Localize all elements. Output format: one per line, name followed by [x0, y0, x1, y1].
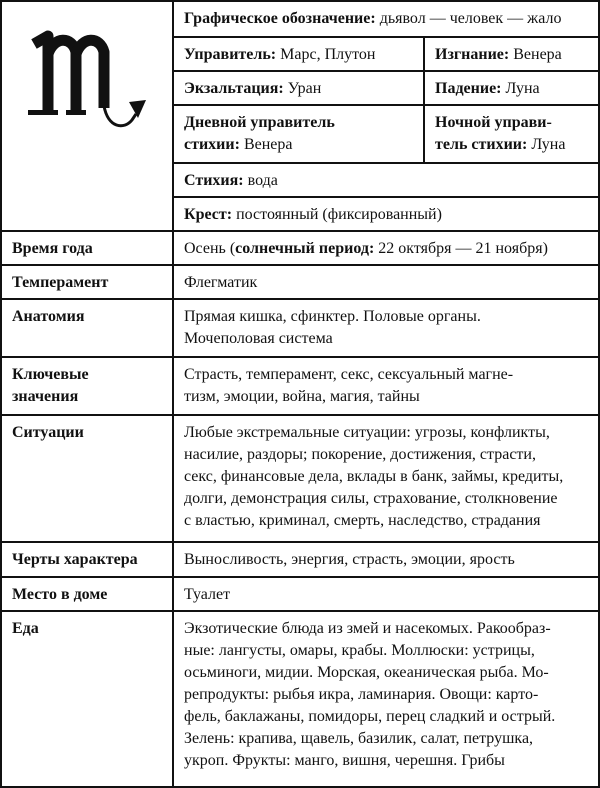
cross-value: постоянный (фиксированный)	[236, 206, 442, 223]
temperament-label: Темперамент	[12, 274, 109, 291]
season-value-rest: 22 октября — 21 ноября)	[378, 240, 548, 257]
text-line: репродукты: рыбья икра, ламинария. Овощи: карто-	[184, 686, 539, 703]
text-line: долги, демонстрация силы, страхование, столкновение	[184, 490, 558, 507]
exile-cell	[425, 38, 598, 66]
situations-value	[174, 416, 598, 532]
cross-label: Крест:	[184, 206, 233, 223]
text-line: Прямая кишка, сфинктер. Половые органы.	[184, 308, 481, 325]
ruler-label: Управитель:	[184, 46, 277, 63]
night-ruler-label-line2: тель стихии:	[435, 136, 528, 153]
fall-cell	[425, 72, 598, 100]
anatomy-value	[174, 300, 598, 350]
text-line: Страсть, темперамент, секс, сексуальный магне-	[184, 366, 514, 383]
text-line: секс, финансовые дела, вклады в банк, займы, кредиты,	[184, 468, 564, 485]
text-line: с властью, криминал, смерть, наследство, страдания	[184, 512, 541, 529]
fall-label: Падение:	[435, 80, 502, 97]
keywords-label-line: значения	[12, 388, 79, 405]
day-ruler-label-line2: стихии:	[184, 136, 240, 153]
exile-value: Венера	[513, 46, 562, 63]
traits-label: Черты характера	[12, 551, 138, 568]
night-ruler-cell	[425, 106, 598, 156]
graphic-designation-value: дьявол — человек — жало	[379, 10, 562, 27]
season-bold-label: солнечный период:	[235, 240, 375, 257]
element-value: вода	[247, 172, 278, 189]
text-line: фель, баклажаны, помидоры, перец сладкий и острый.	[184, 708, 556, 725]
keywords-label-line: Ключевые	[12, 366, 89, 383]
house-place-value: Туалет	[184, 586, 231, 603]
text-line: ные: лангусты, омары, крабы. Моллюски: устрицы,	[184, 642, 535, 659]
cross-cell	[174, 198, 598, 226]
fall-value: Луна	[505, 80, 540, 97]
text-line: Экзотические блюда из змей и насекомых. Ракообраз-	[184, 620, 551, 637]
text-line: насилие, раздоры; покорение, достижения, страсти,	[184, 446, 536, 463]
graphic-designation-label: Графическое обозначение:	[184, 10, 376, 27]
scorpio-glyph-icon	[28, 30, 158, 140]
element-cell	[174, 164, 598, 192]
temperament-value: Флегматик	[184, 274, 258, 291]
traits-value: Выносливость, энергия, страсть, эмоции, ярость	[184, 551, 515, 568]
text-line: осьминоги, мидии. Морская, океаническая рыба. Мо-	[184, 664, 549, 681]
text-line: Зелень: крапива, щавель, базилик, салат, петрушка,	[184, 730, 534, 747]
day-ruler-label-line1: Дневной управитель	[184, 114, 335, 131]
text-line: укроп. Фрукты: манго, вишня, черешня. Грибы	[184, 752, 505, 769]
situations-label: Ситуации	[12, 424, 84, 441]
ruler-cell	[174, 38, 423, 66]
text-line: Мочеполовая система	[184, 330, 333, 347]
house-place-label: Место в доме	[12, 586, 108, 603]
ruler-value: Марс, Плутон	[280, 46, 376, 63]
season-value-prefix: Осень (	[184, 240, 236, 257]
food-label: Еда	[12, 620, 39, 637]
anatomy-label: Анатомия	[12, 308, 85, 325]
text-line: тизм, эмоции, война, магия, тайны	[184, 388, 420, 405]
night-ruler-value: Луна	[531, 136, 566, 153]
season-value	[174, 232, 598, 260]
season-label: Время года	[12, 240, 93, 257]
keywords-value	[174, 358, 598, 408]
text-line: Любые экстремальные ситуации: угрозы, конфликты,	[184, 424, 550, 441]
exile-label: Изгнание:	[435, 46, 510, 63]
exaltation-cell	[174, 72, 423, 100]
exaltation-label: Экзальтация:	[184, 80, 284, 97]
graphic-designation-cell	[174, 2, 598, 30]
day-ruler-cell	[174, 106, 423, 156]
exaltation-value: Уран	[287, 80, 322, 97]
keywords-label	[2, 358, 172, 408]
night-ruler-label-line1: Ночной управи-	[435, 114, 552, 131]
day-ruler-value: Венера	[243, 136, 293, 153]
element-label: Стихия:	[184, 172, 244, 189]
food-value	[174, 612, 598, 772]
